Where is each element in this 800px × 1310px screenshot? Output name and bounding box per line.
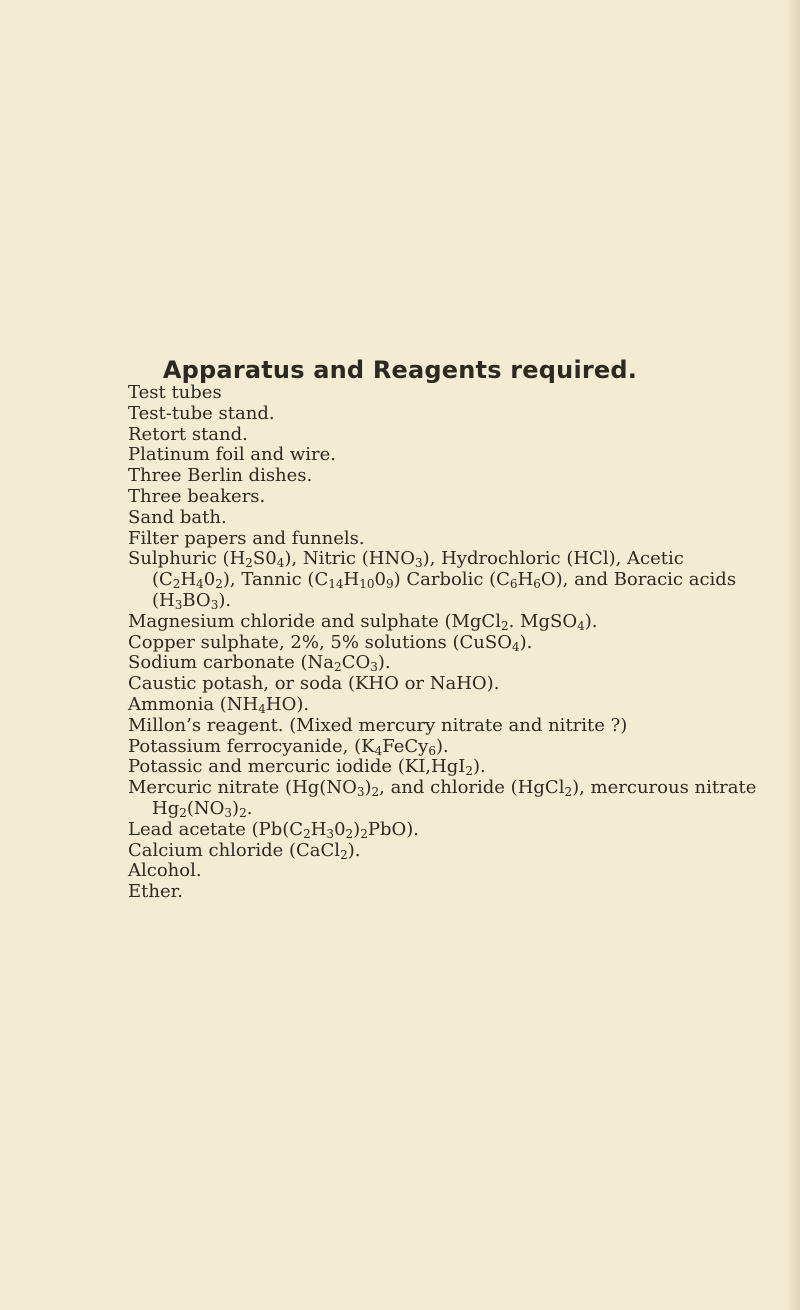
list-item: Millon’s reagent. (Mixed mercury nitrate and nitrite ?) xyxy=(128,714,628,736)
list-item: Calcium chloride (CaCl$_2$). xyxy=(128,839,361,862)
list-item: Sulphuric $(H_2S0_4)$, Nitric $(HNO_3)$, Hydrochloric (HCl), Acetic $(C_2H_40_2)$, Tannic $(C_{14}H_{10}0_9)$ Carbolic $(C_6H_6O)$, and Boracic acids $(H_3BO_3)$. xyxy=(128,548,737,612)
list-item: Potassic and mercuric iodide (KI,HgI$_2$). xyxy=(128,756,486,779)
list-item: Sand bath. xyxy=(128,506,227,528)
list-item: Caustic potash, or soda (KHO or NaHO). xyxy=(128,673,500,695)
list-item: Three Berlin dishes. xyxy=(128,465,313,487)
list-item: Potassium ferrocyanide, $(K_4FeCy_6)$. xyxy=(128,735,449,758)
reagent-list xyxy=(128,383,768,903)
page-edge-shadow xyxy=(786,0,800,1310)
list-item: Copper sulphate, 2%, 5% solutions (CuSO$_4$). xyxy=(128,631,533,654)
list-item: Alcohol. xyxy=(128,860,202,882)
list-item: Platinum foil and wire. xyxy=(128,444,337,466)
list-item: Test tubes xyxy=(128,382,222,403)
list-item: Retort stand. xyxy=(128,423,248,445)
list-item: Ether. xyxy=(128,881,183,903)
list-item: Three beakers. xyxy=(128,485,266,507)
list-item: Test-tube stand. xyxy=(128,402,275,424)
list-item: Sodium carbonate $(Na_2CO_3)$. xyxy=(128,652,391,675)
list-item: Magnesium chloride and sulphate (MgCl$_2$. MgSO$_4$). xyxy=(128,610,598,633)
list-item: Mercuric nitrate ($Hg(NO_3)_2$, and chloride (HgCl$_2$), mercurous nitrate $Hg_2(NO_3)_2$. xyxy=(128,777,757,820)
list-item: Filter papers and funnels. xyxy=(128,527,365,549)
list-item: Ammonia $(NH_4HO)$. xyxy=(128,693,310,716)
page-heading: Apparatus and Reagents required. xyxy=(162,356,638,385)
list-item: Lead acetate $(Pb(C_2H_30_2)_2PbO)$. xyxy=(128,818,419,841)
